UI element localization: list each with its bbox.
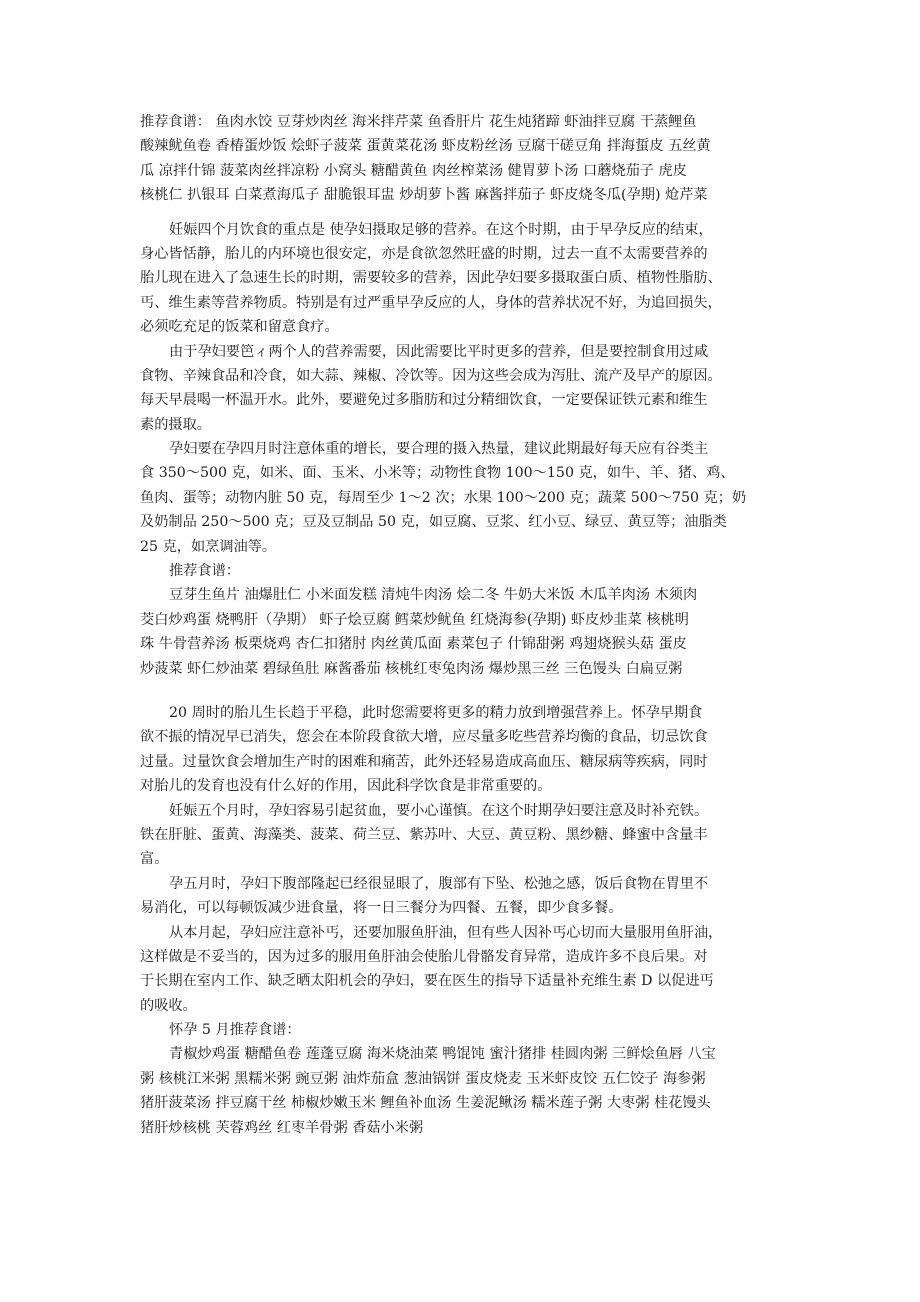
- text-line: 铁在肝脏、蛋黄、海藻类、菠菜、荷兰豆、紫苏叶、大豆、黄豆粉、黑纱糖、蜂蜜中含量丰: [140, 826, 708, 843]
- recipe-list-paragraph: [140, 110, 790, 208]
- text-line: 孕五月时，孕妇下腹部隆起已经很显眼了，腹部有下坠、松弛之感，饭后食物在胃里不: [169, 875, 709, 892]
- text-line: 茭白炒鸡蛋 烧鸭肝（孕期） 虾子烩豆腐 鳕菜炒鱿鱼 红烧海参(孕期) 虾皮炒韭菜 核桃明: [140, 611, 689, 628]
- month-four-section: [140, 218, 790, 681]
- text-line: 对胎儿的发育也没有什么好的作用，因此科学饮食是非常重要的。: [140, 778, 552, 795]
- text-line: 猪肝菠菜汤 拌豆腐干丝 柿椒炒嫩玉米 鲤鱼补血汤 生姜泥鳅汤 糯米莲子粥 大枣粥 桂花馒头: [140, 1095, 711, 1112]
- recipe-heading: 推荐食谱：: [169, 563, 240, 580]
- text-line: 的吸收。: [140, 997, 197, 1014]
- text-line: 身心皆恬静，胎儿的内环境也很安定，亦是食欲忽然旺盛的时期，过去一直不太需要营养的: [140, 245, 708, 262]
- text-line: 推荐食谱： 鱼肉水饺 豆芽炒肉丝 海米拌芹菜 鱼香肝片 花生炖猪蹄 虾油拌豆腐 干蒸鲤鱼: [140, 114, 697, 130]
- text-line: 妊娠四个月饮食的重点是 使孕妇摄取足够的营养。在这个时期，由于早孕反应的结束，: [169, 221, 713, 238]
- text-line: 从本月起，孕妇应注意补丐，还要加服鱼肝油，但有些人因补丐心切而大量服用鱼肝油，: [169, 924, 723, 941]
- text-line: 瓜 凉拌什锦 菠菜肉丝拌凉粉 小窝头 糖醋黄鱼 肉丝榨菜汤 健胃萝卜汤 口蘑烧茄子 虎皮: [140, 162, 687, 179]
- text-line: 每天早晨喝一杯温开水。此外，要避免过多脂肪和过分精细饮食，一定要保证铁元素和维生: [140, 392, 708, 409]
- text-line: 20 周时的胎儿生长趋于平稳，此时您需要将更多的精力放到增强营养上。怀孕早期食: [169, 704, 703, 721]
- text-line: 食物、辛辣食品和冷食，如大蒜、辣椒、冷饮等。因为这些会成为泻肚、流产及早产的原因。: [140, 367, 722, 384]
- text-line: 粥 核桃江米粥 黑糯米粥 豌豆粥 油炸茄盒 葱油锅饼 蛋皮烧麦 玉米虾皮饺 五仁饺子 海参粥: [140, 1070, 706, 1087]
- text-line: 炒菠菜 虾仁炒油菜 碧绿鱼肚 麻酱番茄 核桃红枣兔肉汤 爆炒黑三丝 三色馒头 白扁豆粥: [140, 660, 683, 677]
- text-line: 富。: [140, 851, 169, 868]
- text-line: 食 350～500 克，如米、面、玉米、小米等；动物性食物 100～150 克，如牛、羊、猪、鸡、: [140, 465, 735, 482]
- text-line: 25 克，如烹调油等。: [140, 538, 277, 555]
- text-line: 酸辣鱿鱼卷 香椿蛋炒饭 烩虾子菠菜 蛋黄菜花汤 虾皮粉丝汤 豆腐干磋豆角 拌海蜇皮 五丝黄: [140, 138, 711, 155]
- recipe-heading: 怀孕 5 月推荐食谱：: [169, 1022, 301, 1039]
- spacer: [140, 208, 790, 218]
- text-line: 青椒炒鸡蛋 糖醋鱼卷 莲蓬豆腐 海米烧油菜 鸭馄饨 蜜汁猪排 桂圆肉粥 三鲜烩鱼唇 八宝: [169, 1046, 716, 1063]
- text-line: 胎儿现在进入了急速生长的时期，需要较多的营养，因此孕妇要多摄取蛋白质、植物性脂肪、: [140, 270, 722, 287]
- text-line: 必须吃充足的饭菜和留意食疗。: [140, 319, 339, 336]
- text-line: 及奶制品 250～500 克；豆及豆制品 50 克，如豆腐、豆浆、红小豆、绿豆、黄豆等；油脂类: [140, 514, 727, 531]
- document-page: [140, 110, 790, 1140]
- month-five-section: [140, 701, 790, 1140]
- text-line: 这样做是不妥当的，因为过多的服用鱼肝油会使胎儿骨骼发育异常，造成许多不良后果。对: [140, 948, 708, 965]
- text-line: 珠 牛骨营养汤 板栗烧鸡 杏仁扣猪肘 肉丝黄瓜面 素菜包子 什锦甜粥 鸡翅烧猴头菇 蛋皮: [140, 636, 687, 653]
- text-line: 于长期在室内工作、缺乏晒太阳机会的孕妇，要在医生的指导下适量补充维生素 D 以促进丐: [140, 973, 714, 990]
- text-line: 豆芽生鱼片 油爆肚仁 小米面发糕 清炖牛肉汤 烩二冬 牛奶大米饭 木瓜羊肉汤 木须肉: [169, 587, 698, 604]
- text-line: 妊娠五个月时，孕妇容易引起贫血，要小心谨慎。在这个时期孕妇要注意及时补充铁。: [169, 802, 709, 819]
- text-line: 核桃仁 扒银耳 白菜煮海瓜子 甜脆银耳盅 炒胡萝卜酱 麻酱拌茄子 虾皮烧冬瓜(孕期) 炝芹菜: [140, 187, 708, 204]
- text-line: 素的摄取。: [140, 416, 211, 433]
- text-line: 由于孕妇要笆ィ两个人的营养需要，因此需要比平时更多的营养，但是要控制食用过咸: [169, 343, 709, 360]
- text-line: 鱼肉、蛋等；动物内脏 50 克，每周至少 1～2 次；水果 100～200 克；蔬菜 500～750 克；奶: [140, 489, 747, 506]
- text-line: 过量。过量饮食会增加生产时的困难和痛苦，此外还轻易造成高血压、糖尿病等疾病，同时: [140, 753, 708, 770]
- text-line: 欲不振的情况早已消失，您会在本阶段食欲大增，应尽量多吃些营养均衡的食品，切忌饮食: [140, 729, 708, 746]
- text-line: 猪肝炒核桃 芙蓉鸡丝 红枣羊骨粥 香菇小米粥: [140, 1119, 424, 1136]
- spacer: [140, 681, 790, 701]
- text-line: 孕妇要在孕四月时注意体重的增长，要合理的摄入热量，建议此期最好每天应有谷类主: [169, 441, 709, 458]
- text-line: 易消化，可以每顿饭减少进食量，将一日三餐分为四餐、五餐，即少食多餐。: [140, 900, 623, 917]
- text-line: 丐、维生素等营养物质。特别是有过严重早孕反应的人，身体的营养状况不好，为追回损失，: [140, 294, 722, 311]
